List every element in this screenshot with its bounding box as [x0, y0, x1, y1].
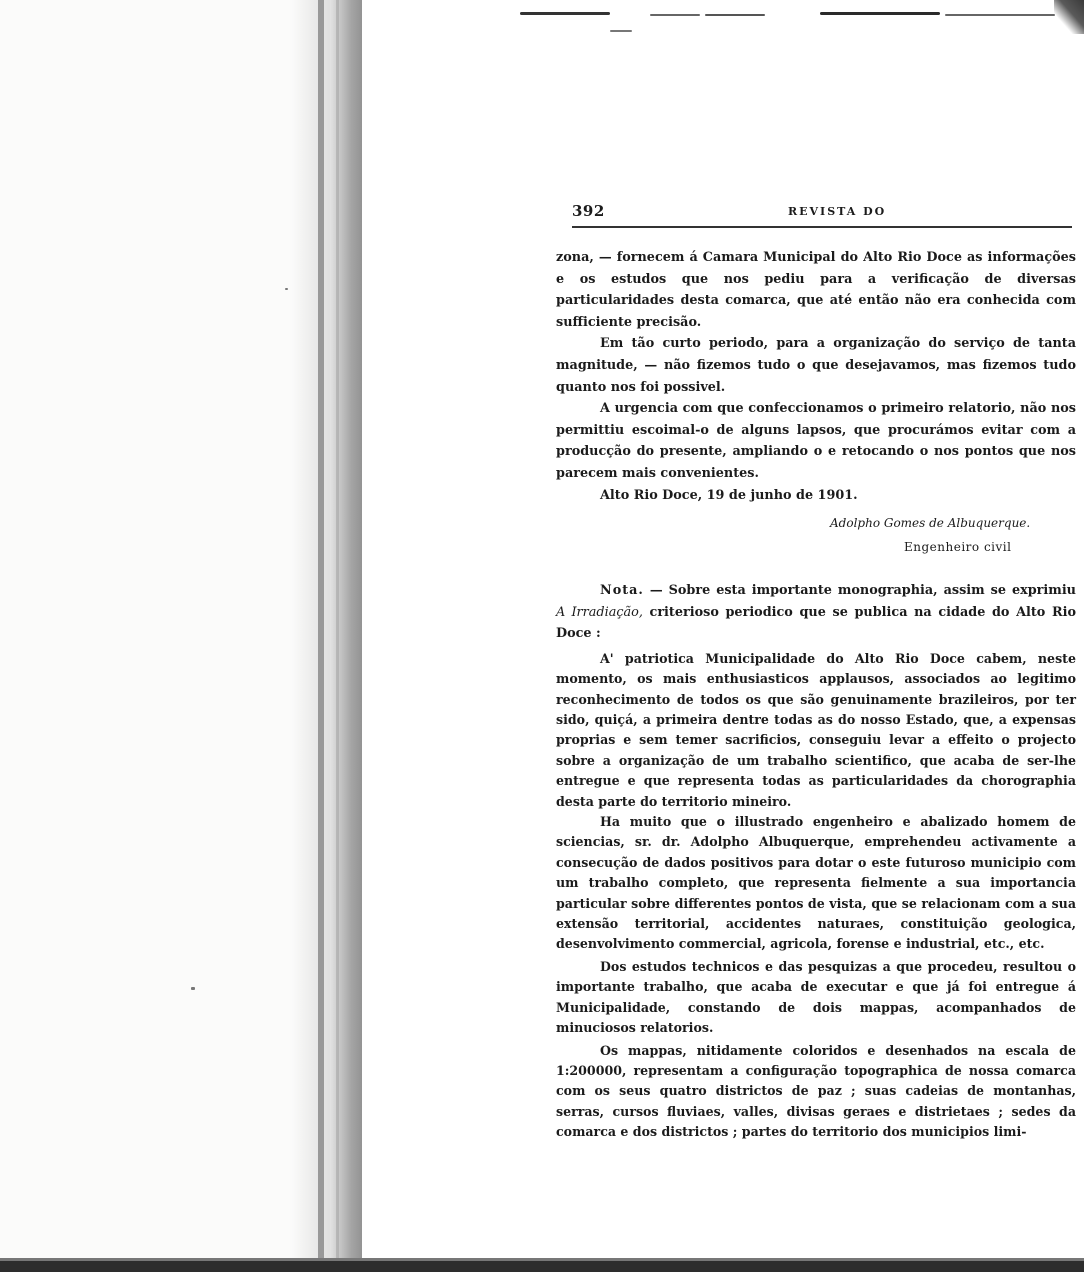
quote-paragraph: Dos estudos technicos e das pesquizas a que procedeu, resultou o importante trabalho, que acaba de executar e que já foi entregue á Municipalidade, constando de dois mappas, acompanhados de minuciosos relatorios.: [556, 958, 1076, 1036]
scan-speck: [191, 987, 195, 990]
paragraph: zona, — fornecem á Camara Municipal do Alto Rio Doce as informações e os estudos que nos pediu para a verificação de diversas particularidades desta comarca, que até então não era conhecida com sufficiente precisão.: [556, 250, 1076, 330]
scan-streak: [705, 14, 765, 16]
paragraph: Em tão curto periodo, para a organização do serviço de tanta magnitude, — não fizemos tudo o que desejavamos, mas fizemos tudo quanto nos foi possivel.: [556, 336, 1076, 395]
nota-section: [556, 580, 1076, 1143]
date-line: Alto Rio Doce, 19 de junho de 1901.: [600, 487, 858, 503]
scan-streak: [650, 14, 700, 16]
quote-paragraph: Os mappas, nitidamente coloridos e desenhados na escala de 1:200000, representam a configuração topographica de nossa comarca com os seus quatro districtos de paz ; suas cadeias de montanhas, serras, cursos fluviaes, valles, divisas geraes e distrietaes ; sedes da comarca e dos districtos ; partes do territorio dos municipios limi-: [556, 1042, 1076, 1140]
page-header: [572, 200, 1072, 228]
page-corner-shadow: [1054, 0, 1084, 34]
nota-intro-text-a: — Sobre esta importante monographia, assim se exprimiu: [643, 583, 1076, 598]
gutter-fold: [318, 0, 324, 1272]
signature-title: Engenheiro civil: [904, 540, 1012, 554]
body-text: [556, 247, 1076, 506]
quote-paragraph: Ha muito que o illustrado engenheiro e abalizado homem de sciencias, sr. dr. Adolpho Albuquerque, emprehendeu activamente a consecução de dados positivos para dotar o este futuroso municipio com um trabalho completo, que representa fielmente a sua importancia particular sobre differentes pontos de vista, que se relacionam com a sua extensão territorial, accidentes naturaes, constituição geologica, desenvolvimento commercial, agricola, forense e industrial, etc., etc.: [556, 814, 1076, 952]
nota-label: Nota.: [600, 583, 644, 598]
scan-streak: [945, 14, 1055, 16]
page-number: 392: [572, 202, 605, 220]
running-head: REVISTA DO: [788, 205, 887, 218]
nota-intro-text-b: criterioso periodico que se publica na cidade do Alto Rio Doce :: [556, 604, 1076, 642]
scan-streak: [610, 30, 632, 32]
gutter-shadow: [292, 0, 362, 1272]
quote-paragraph: A' patriotica Municipalidade do Alto Rio Doce cabem, neste momento, os mais enthusiasticos applausos, associados ao legitimo reconhecimento de todos os que são genuinamente brazileiros, por ter sido, quiçá, a primeira dentre todas as do nosso Estado, que, a expensas proprias e sem temer sacrificios, conseguiu levar a effeito o projecto sobre a organização de um trabalho scientifico, que acaba de ser-lhe entregue e que representa todas as particularidades da chorographia desta parte do territorio mineiro.: [556, 650, 1076, 809]
paragraph: A urgencia com que confeccionamos o primeiro relatorio, não nos permittiu escoimal-o de alguns lapsos, que procurámos evitar com a producção do presente, ampliando o e retocando o nos pontos que nos parecem mais convenientes.: [556, 401, 1076, 481]
nota-intro: [556, 580, 1076, 645]
journal-name: A Irradiação,: [556, 604, 643, 620]
signature-name: Adolpho Gomes de Albuquerque.: [830, 516, 1031, 530]
scan-speck: [285, 288, 288, 290]
scan-streak: [820, 12, 940, 15]
left-facing-page: [0, 0, 330, 1272]
scan-bottom-edge: [0, 1258, 1084, 1272]
scan-streak: [520, 12, 610, 15]
gutter-fold-edge: [336, 0, 339, 1272]
